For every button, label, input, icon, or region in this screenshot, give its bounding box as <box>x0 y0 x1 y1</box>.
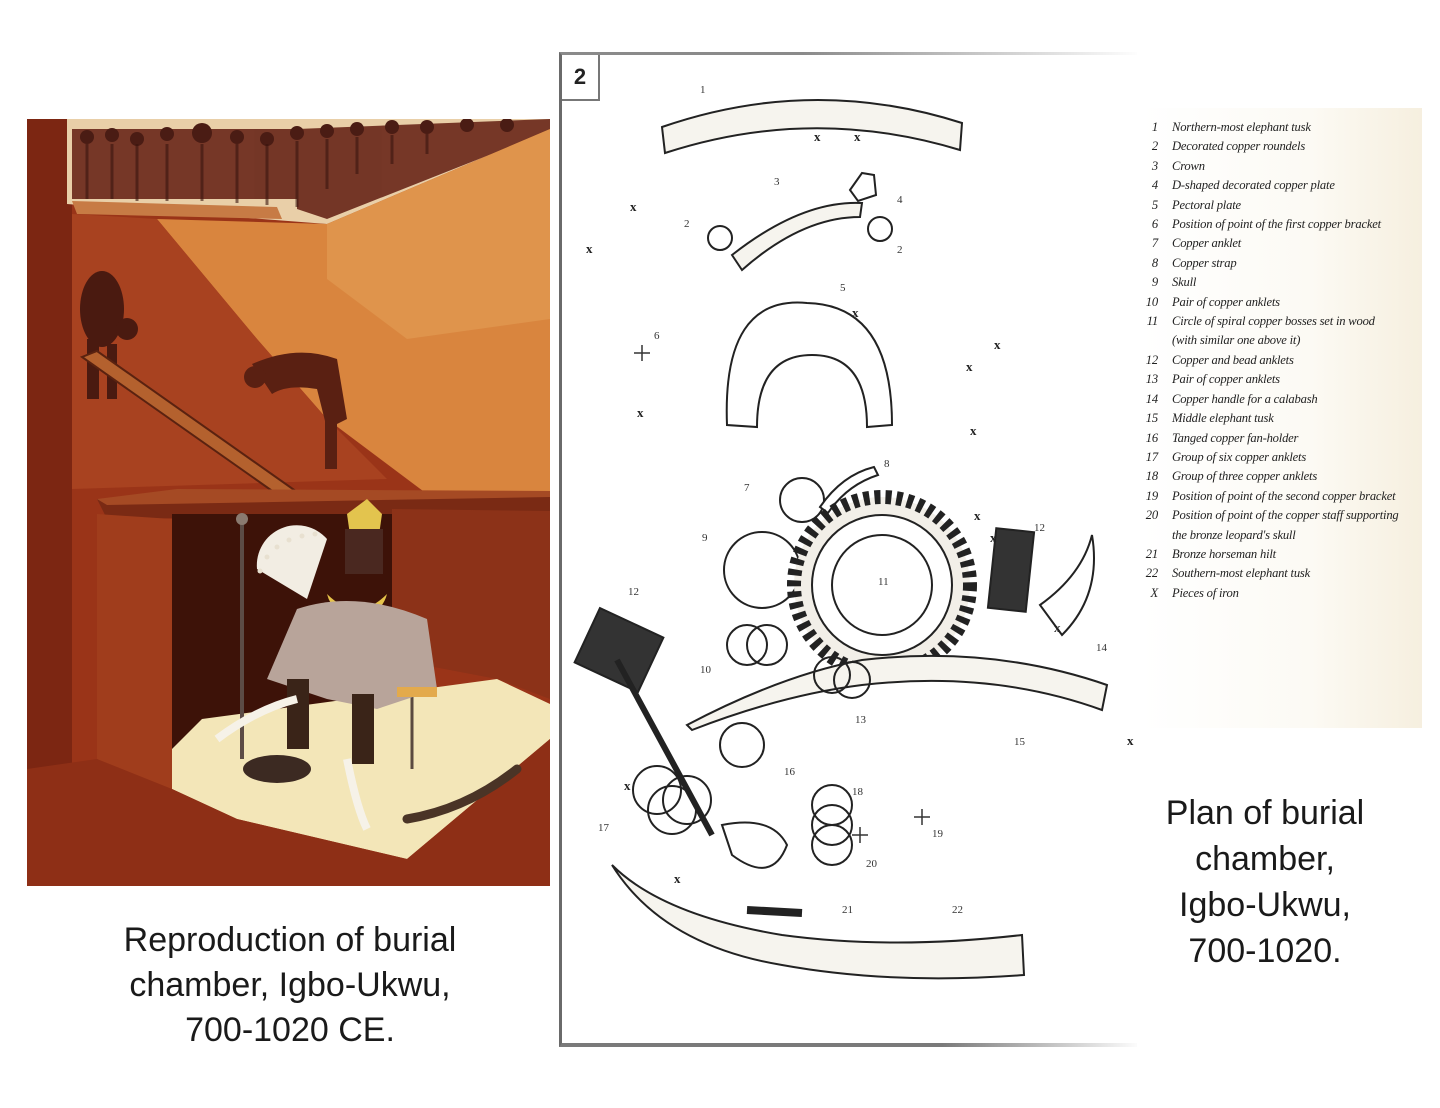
legend-number: 11 <box>1146 314 1158 329</box>
svg-text:22: 22 <box>952 904 963 916</box>
legend-number: 20 <box>1145 508 1158 523</box>
svg-text:16: 16 <box>784 766 795 778</box>
legend-text: Position of point of the second copper bracket <box>1172 488 1396 503</box>
legend-item <box>1142 196 1422 215</box>
legend-number: 13 <box>1145 372 1158 387</box>
svg-text:10: 10 <box>700 664 711 676</box>
legend-text: Pair of copper anklets <box>1172 372 1280 387</box>
svg-text:4: 4 <box>897 194 903 206</box>
painting-caption <box>60 918 520 1053</box>
svg-text:x: x <box>974 508 981 523</box>
legend-text: Copper and bead anklets <box>1172 352 1294 367</box>
burial-plan-figure <box>559 52 1137 1047</box>
legend-text: D-shaped decorated copper plate <box>1172 178 1335 193</box>
svg-text:x: x <box>1054 620 1061 635</box>
legend-text: Position of point of the first copper bracket <box>1172 217 1381 232</box>
legend-number: 21 <box>1145 546 1158 561</box>
legend-number: 1 <box>1151 120 1158 134</box>
svg-text:x: x <box>994 337 1001 352</box>
svg-text:19: 19 <box>932 828 943 840</box>
burial-chamber-painting <box>27 119 550 886</box>
legend-number: 16 <box>1145 430 1158 445</box>
caption-line: Plan of burial <box>1165 794 1365 832</box>
plan-legend <box>1142 108 1422 728</box>
legend-text: Group of three copper anklets <box>1172 469 1318 484</box>
legend-text: Northern-most elephant tusk <box>1172 120 1311 134</box>
painting-illustration <box>27 119 550 886</box>
svg-text:x: x <box>1127 733 1134 748</box>
legend-text: Skull <box>1172 275 1197 290</box>
svg-text:x: x <box>814 129 821 144</box>
svg-text:6: 6 <box>654 330 660 342</box>
legend-text: Copper handle for a calabash <box>1172 391 1318 406</box>
legend-item <box>1142 273 1422 292</box>
caption-line: Reproduction of burial <box>123 921 457 959</box>
legend-number: 22 <box>1145 566 1158 581</box>
legend-item <box>1142 564 1422 583</box>
svg-text:15: 15 <box>1014 736 1025 748</box>
svg-text:14: 14 <box>1096 642 1107 654</box>
legend-text: Bronze horseman hilt <box>1172 546 1276 561</box>
legend-number: 8 <box>1151 255 1158 270</box>
svg-text:x: x <box>966 359 973 374</box>
legend-item <box>1142 506 1422 545</box>
plan-caption <box>1130 790 1400 974</box>
svg-text:20: 20 <box>866 858 877 870</box>
legend-item <box>1142 351 1422 370</box>
legend-item <box>1142 157 1422 176</box>
legend-item <box>1142 467 1422 486</box>
caption-line: 700-1020 CE. <box>185 1011 395 1049</box>
svg-text:17: 17 <box>598 822 609 834</box>
legend-item <box>1142 137 1422 156</box>
svg-text:13: 13 <box>855 714 866 726</box>
legend-number: 6 <box>1151 217 1158 232</box>
caption-line: Igbo-Ukwu, <box>1179 886 1351 924</box>
legend-item <box>1142 448 1422 467</box>
caption-line: chamber, Igbo-Ukwu, <box>129 966 451 1004</box>
svg-text:2: 2 <box>897 244 903 256</box>
svg-text:12: 12 <box>1034 522 1045 534</box>
legend-text: Pair of copper anklets <box>1172 294 1280 309</box>
legend-number: 15 <box>1145 411 1158 426</box>
svg-text:2: 2 <box>684 218 690 230</box>
svg-text:x: x <box>990 530 997 545</box>
legend-item <box>1142 215 1422 234</box>
legend-number: 18 <box>1145 469 1158 484</box>
legend-text: Decorated copper roundels <box>1172 139 1306 154</box>
legend-list <box>1142 108 1422 603</box>
svg-text:9: 9 <box>702 532 708 544</box>
legend-item <box>1142 370 1422 389</box>
legend-number: 17 <box>1145 449 1158 464</box>
legend-number: 3 <box>1151 158 1158 173</box>
legend-number: X <box>1150 585 1158 600</box>
legend-item <box>1142 293 1422 312</box>
svg-text:7: 7 <box>744 482 750 494</box>
legend-text: Southern-most elephant tusk <box>1172 566 1311 581</box>
legend-text: Group of six copper anklets <box>1172 449 1307 464</box>
legend-number: 19 <box>1145 488 1158 503</box>
legend-text: Copper anklet <box>1172 236 1242 251</box>
svg-text:18: 18 <box>852 786 863 798</box>
legend-item <box>1142 429 1422 448</box>
legend-number: 9 <box>1151 275 1158 290</box>
legend-text: Pieces of iron <box>1172 585 1239 600</box>
legend-item <box>1142 118 1422 137</box>
legend-number: 10 <box>1145 294 1158 309</box>
svg-text:x: x <box>970 423 977 438</box>
plan-diagram <box>562 55 1137 1043</box>
legend-item <box>1142 487 1422 506</box>
legend-text: Crown <box>1172 158 1205 173</box>
svg-text:11: 11 <box>878 576 889 588</box>
legend-item <box>1142 254 1422 273</box>
legend-number: 5 <box>1151 197 1158 212</box>
legend-item <box>1142 234 1422 253</box>
svg-text:3: 3 <box>774 176 780 188</box>
svg-text:x: x <box>624 778 631 793</box>
legend-text: Middle elephant tusk <box>1172 411 1274 426</box>
caption-line: chamber, <box>1195 840 1335 878</box>
svg-text:8: 8 <box>884 458 890 470</box>
legend-text: Circle of spiral copper bosses set in wood (with similar one above it) <box>1172 314 1375 348</box>
svg-text:x: x <box>674 871 681 886</box>
svg-text:1: 1 <box>700 84 706 96</box>
legend-item <box>1142 584 1422 603</box>
legend-text: Pectoral plate <box>1172 197 1241 212</box>
figure-number: 2 <box>562 55 600 101</box>
legend-number: 12 <box>1145 352 1158 367</box>
svg-text:5: 5 <box>840 282 846 294</box>
legend-item <box>1142 312 1422 351</box>
svg-text:x: x <box>637 405 644 420</box>
legend-text: Copper strap <box>1172 255 1237 270</box>
legend-number: 14 <box>1145 391 1158 406</box>
svg-text:x: x <box>854 129 861 144</box>
svg-text:21: 21 <box>842 904 853 916</box>
svg-text:12: 12 <box>628 586 639 598</box>
legend-text: Position of point of the copper staff supporting the bronze leopard's skull <box>1172 508 1399 542</box>
caption-line: 700-1020. <box>1188 932 1342 970</box>
legend-number: 2 <box>1151 139 1158 154</box>
legend-number: 7 <box>1151 236 1158 251</box>
svg-text:x: x <box>586 241 593 256</box>
svg-text:x: x <box>852 305 859 320</box>
legend-item <box>1142 390 1422 409</box>
legend-number: 4 <box>1151 178 1158 193</box>
legend-item <box>1142 176 1422 195</box>
svg-text:x: x <box>630 199 637 214</box>
legend-text: Tanged copper fan-holder <box>1172 430 1299 445</box>
legend-item <box>1142 409 1422 428</box>
legend-item <box>1142 545 1422 564</box>
